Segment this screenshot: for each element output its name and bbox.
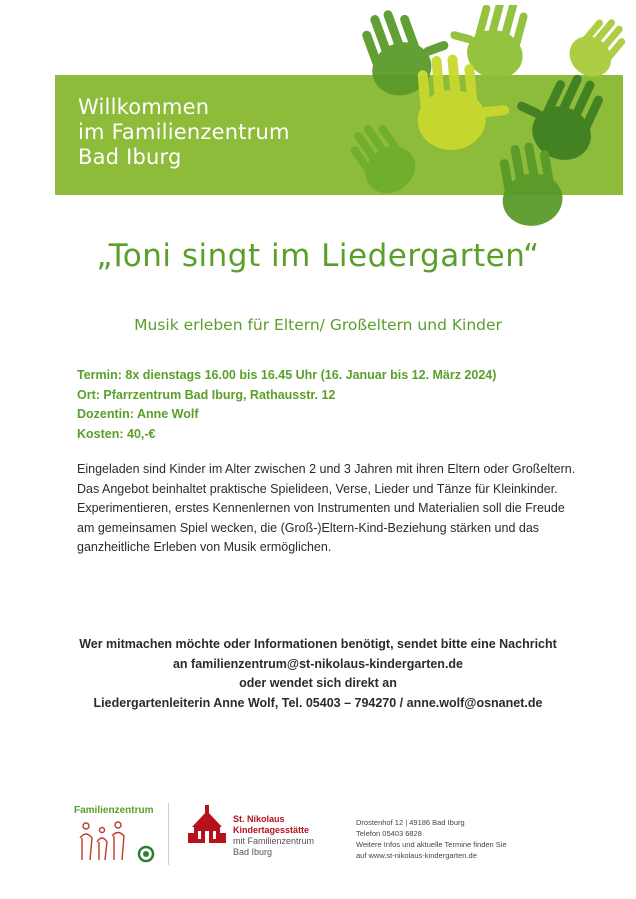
handprints-image — [300, 5, 636, 235]
banner-title — [78, 95, 290, 170]
family-figures-icon — [74, 816, 164, 866]
footer-divider — [168, 803, 169, 865]
kita-line-1: St. Nikolaus — [233, 814, 285, 824]
contact-line-1: Wer mitmachen möchte oder Informationen benötigt, sendet bitte eine Nachricht — [79, 637, 557, 651]
info-termin: Termin: 8x dienstags 16.00 bis 16.45 Uhr (16. Januar bis 12. März 2024) — [77, 368, 497, 382]
address-line-1: Drostenhof 12 | 49186 Bad Iburg — [356, 818, 465, 827]
footer-address — [356, 817, 507, 861]
kita-line-4: Bad Iburg — [233, 847, 273, 857]
familienzentrum-label: Familienzentrum — [74, 805, 154, 816]
page-title: „Toni singt im Liedergarten“ — [96, 238, 540, 274]
info-kosten: Kosten: 40,-€ — [77, 426, 156, 441]
info-ort: Ort: Pfarrzentrum Bad Iburg, Rathausstr. 12 — [77, 387, 336, 402]
banner-line-2: im Familienzentrum — [78, 120, 290, 144]
description-paragraph-2: Das Angebot beinhaltet praktische Spielideen, Verse, Lieder und Tänze für Kleinkinder. — [77, 481, 558, 496]
contact-line-4: Liedergartenleiterin Anne Wolf, Tel. 05403 – 794270 / anne.wolf@osnanet.de — [93, 695, 543, 710]
address-line-3: Weitere Infos und aktuelle Termine finden Sie — [356, 840, 507, 849]
description-paragraph-3: Experimentieren, erstes Kennenlernen von Instrumenten und Materialien soll die Freude am gemeinsamen Spiel wecken, die (Groß-)Eltern-Kind-Beziehung stärken und das ganzheitliche Erleben von Musik ermöglichen. — [77, 501, 565, 554]
event-info — [77, 366, 496, 444]
contact-line-3: oder wendet sich direkt an — [239, 676, 397, 690]
banner-line-3: Bad Iburg — [78, 145, 182, 169]
description — [77, 460, 577, 558]
contact-block — [0, 635, 636, 713]
info-dozentin: Dozentin: Anne Wolf — [77, 407, 199, 421]
address-line-4: auf www.st-nikolaus-kindergarten.de — [356, 851, 477, 860]
address-line-2: Telefon 05403 6828 — [356, 829, 422, 838]
kita-line-2: Kindertagesstätte — [233, 825, 310, 835]
church-logo-icon — [186, 803, 228, 845]
banner-line-1: Willkommen — [78, 95, 210, 119]
description-paragraph-1: Eingeladen sind Kinder im Alter zwischen 2 und 3 Jahren mit ihren Eltern oder Großeltern. — [77, 462, 576, 476]
familienzentrum-logo — [74, 805, 164, 871]
contact-line-2: an familienzentrum@st-nikolaus-kindergarten.de — [172, 656, 464, 671]
page-subtitle: Musik erleben für Eltern/ Großeltern und Kinder — [134, 316, 502, 334]
kita-line-3: mit Familienzentrum — [233, 836, 315, 846]
kita-name — [233, 814, 314, 858]
